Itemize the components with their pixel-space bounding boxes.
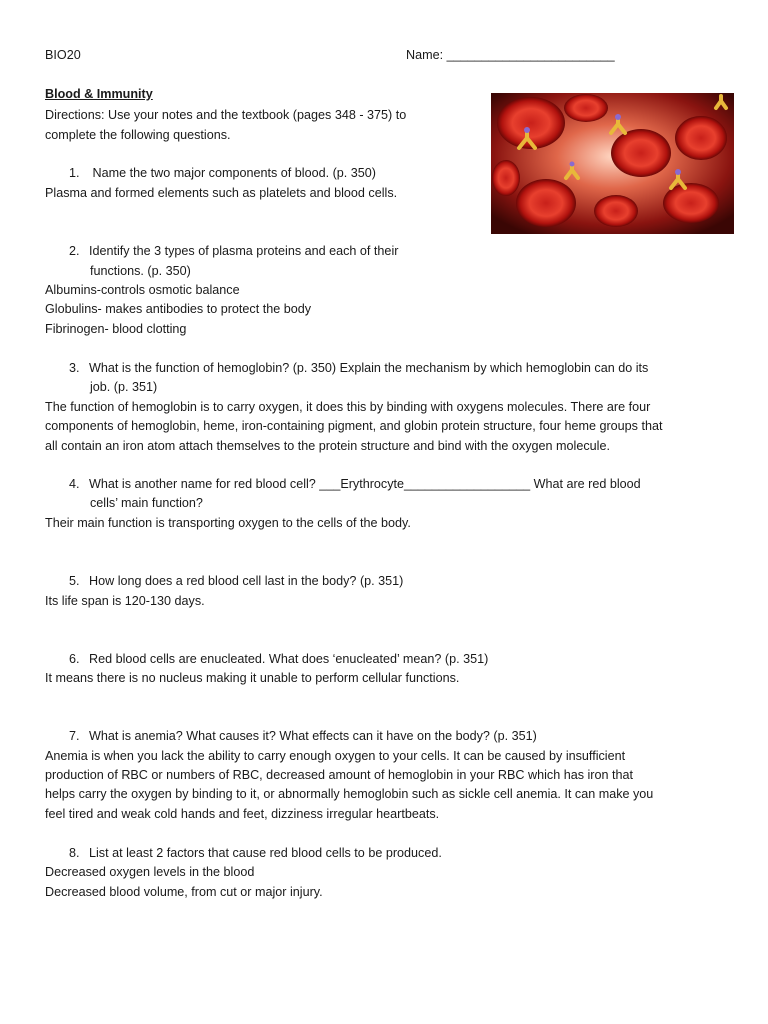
answer-7-line: helps carry the oxygen by binding to it, or abnormally hemoglobin such as sickle cell anemia. It can make you bbox=[45, 787, 654, 801]
question-3-continuation: job. (p. 351) bbox=[90, 380, 158, 394]
directions-line-1: Directions: Use your notes and the textbook (pages 348 - 375) to bbox=[45, 108, 407, 122]
question-3 bbox=[69, 360, 648, 376]
question-text: What is the function of hemoglobin? (p. 350) Explain the mechanism by which hemoglobin can do its bbox=[89, 361, 649, 375]
question-5 bbox=[69, 573, 403, 589]
question-1 bbox=[69, 165, 376, 181]
question-4 bbox=[69, 476, 641, 492]
answer-6-line: It means there is no nucleus making it unable to perform cellular functions. bbox=[45, 671, 460, 685]
question-4-continuation: cells’ main function? bbox=[90, 496, 203, 510]
answer-2-line: Albumins-controls osmotic balance bbox=[45, 283, 240, 297]
question-number: 6. bbox=[69, 652, 80, 666]
question-text: What is another name for red blood cell? ___Erythrocyte__________________ What are red blood bbox=[89, 477, 641, 491]
question-text: How long does a red blood cell last in the body? (p. 351) bbox=[89, 574, 404, 588]
question-number: 3. bbox=[69, 361, 80, 375]
answer-4-line: Their main function is transporting oxygen to the cells of the body. bbox=[45, 516, 411, 530]
question-text: What is anemia? What causes it? What effects can it have on the body? (p. 351) bbox=[89, 729, 537, 743]
answer-7-line: Anemia is when you lack the ability to carry enough oxygen to your cells. It can be caused by insufficient bbox=[45, 749, 626, 763]
answer-5-line: Its life span is 120-130 days. bbox=[45, 594, 205, 608]
answer-7-line: feel tired and weak cold hands and feet, dizziness irregular heartbeats. bbox=[45, 807, 440, 821]
page-title: Blood & Immunity bbox=[45, 87, 153, 101]
answer-3-line: all contain an iron atom attach themselves to the protein structure and bind with the oxygen molecule. bbox=[45, 439, 610, 453]
name-field bbox=[406, 47, 615, 63]
question-2 bbox=[69, 243, 398, 259]
question-text: Identify the 3 types of plasma proteins and each of their bbox=[89, 244, 399, 258]
question-number: 8. bbox=[69, 846, 80, 860]
blood-cells-image bbox=[491, 93, 734, 234]
question-7 bbox=[69, 728, 537, 744]
name-blank: ________________________ bbox=[446, 48, 615, 62]
question-number: 4. bbox=[69, 477, 80, 491]
name-label: Name: bbox=[406, 48, 444, 62]
answer-8-line: Decreased blood volume, from cut or major injury. bbox=[45, 885, 323, 899]
question-2-continuation: functions. (p. 350) bbox=[90, 264, 191, 278]
question-text: Name the two major components of blood. (p. 350) bbox=[89, 166, 377, 180]
answer-1-line: Plasma and formed elements such as platelets and blood cells. bbox=[45, 186, 398, 200]
answer-2-line: Globulins- makes antibodies to protect the body bbox=[45, 302, 312, 316]
question-number: 2. bbox=[69, 244, 80, 258]
answer-7-line: production of RBC or numbers of RBC, decreased amount of hemoglobin in your RBC which has iron that bbox=[45, 768, 634, 782]
question-number: 7. bbox=[69, 729, 80, 743]
answer-3-line: components of hemoglobin, heme, iron-containing pigment, and globin protein structure, four heme groups that bbox=[45, 419, 663, 433]
question-text: Red blood cells are enucleated. What does ‘enucleated’ mean? (p. 351) bbox=[89, 652, 489, 666]
question-6 bbox=[69, 651, 488, 667]
directions-line-2: complete the following questions. bbox=[45, 128, 231, 142]
answer-2-line: Fibrinogen- blood clotting bbox=[45, 322, 187, 336]
question-text: List at least 2 factors that cause red blood cells to be produced. bbox=[89, 846, 442, 860]
answer-3-line: The function of hemoglobin is to carry oxygen, it does this by binding with oxygens molecules. There are four bbox=[45, 400, 651, 414]
course-label: BIO20 bbox=[45, 48, 81, 62]
question-8 bbox=[69, 845, 442, 861]
question-number: 5. bbox=[69, 574, 80, 588]
question-number: 1. bbox=[69, 166, 80, 180]
answer-8-line: Decreased oxygen levels in the blood bbox=[45, 865, 255, 879]
